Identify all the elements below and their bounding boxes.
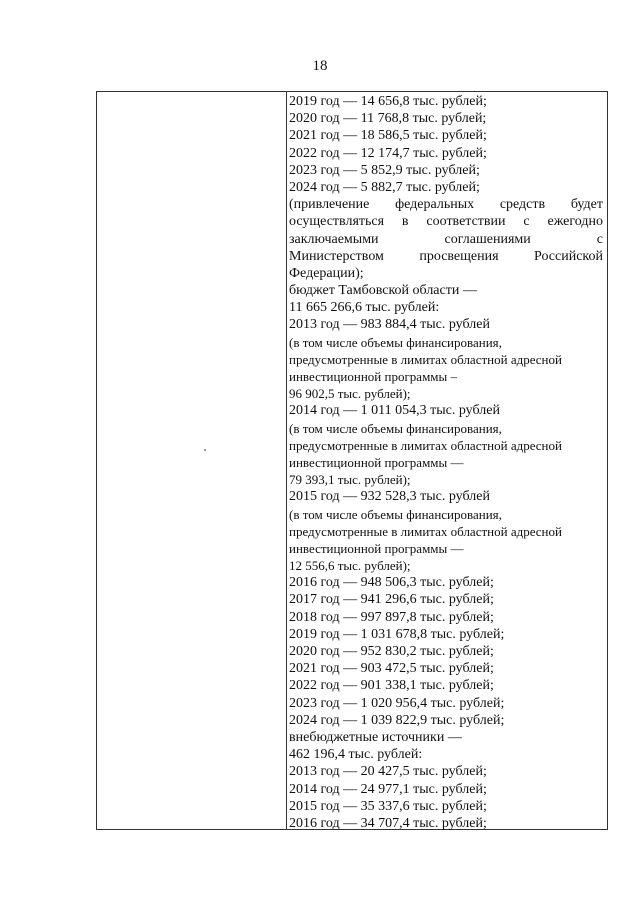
funding-line: предусмотренные в лимитах областной адресной — [289, 351, 562, 367]
funding-line: 2021 год — 903 472,5 тыс. рублей; — [289, 661, 494, 677]
funding-line: 2016 год — 34 707,4 тыс. рублей; — [289, 815, 487, 831]
funding-line: 2013 год — 20 427,5 тыс. рублей; — [289, 764, 487, 780]
funding-line: предусмотренные в лимитах областной адресной — [289, 523, 562, 539]
column-divider — [286, 92, 287, 829]
funding-line: 2022 год — 901 338,1 тыс. рублей; — [289, 678, 494, 694]
funding-line: 2023 год — 5 852,9 тыс. рублей; — [289, 162, 480, 178]
funding-line: 462 196,4 тыс. рублей: — [289, 747, 423, 763]
funding-line: 11 665 266,6 тыс. рублей: — [289, 300, 440, 316]
page-number: 18 — [312, 58, 328, 74]
funding-line: 2019 год — 1 031 678,8 тыс. рублей; — [289, 626, 505, 642]
funding-line: бюджет Тамбовской области — — [289, 283, 477, 299]
funding-table — [96, 91, 608, 830]
funding-line: (в том числе объемы финансирования, — [289, 506, 502, 522]
funding-line: 2024 год — 1 039 822,9 тыс. рублей; — [289, 712, 505, 728]
funding-line: 2016 год — 948 506,3 тыс. рублей; — [289, 575, 494, 591]
funding-line: 12 556,6 тыс. рублей); — [289, 558, 411, 574]
funding-line: 2015 год — 35 337,6 тыс. рублей; — [289, 798, 487, 814]
funding-details-cell — [289, 93, 603, 832]
funding-line: осуществляться в соответствии с ежегодно — [289, 214, 603, 230]
funding-line: 2020 год — 952 830,2 тыс. рублей; — [289, 644, 494, 659]
funding-line: (в том числе объемы финансирования, — [289, 334, 502, 350]
funding-line: 2018 год — 997 897,8 тыс. рублей; — [289, 609, 494, 625]
funding-line: 2019 год — 14 656,8 тыс. рублей; — [289, 94, 487, 109]
funding-line: (привлечение федеральных средств будет — [289, 197, 603, 213]
funding-line: 2014 год — 24 977,1 тыс. рублей; — [289, 781, 487, 797]
scan-speck — [204, 449, 206, 451]
funding-line: 2013 год — 983 884,4 тыс. рублей — [289, 317, 490, 333]
funding-line: инвестиционной программы – — [289, 369, 458, 384]
funding-line: заключаемыми соглашениями с — [289, 231, 603, 247]
funding-line: 2020 год — 11 768,8 тыс. рублей; — [289, 111, 487, 127]
funding-line: инвестиционной программы — — [289, 454, 464, 470]
funding-line: 96 902,5 тыс. рублей); — [289, 386, 411, 402]
funding-line: 2021 год — 18 586,5 тыс. рублей; — [289, 128, 487, 144]
funding-line: Министерством просвещения Российской — [289, 248, 603, 264]
funding-line: 2023 год — 1 020 956,4 тыс. рублей; — [289, 695, 505, 711]
funding-line: 2017 год — 941 296,6 тыс. рублей; — [289, 592, 494, 608]
funding-line: 2015 год — 932 528,3 тыс. рублей — [289, 489, 490, 505]
funding-line: предусмотренные в лимитах областной адресной — [289, 437, 562, 453]
funding-line: (в том числе объемы финансирования, — [289, 420, 502, 436]
funding-line: 2022 год — 12 174,7 тыс. рублей; — [289, 145, 487, 161]
funding-line: внебюджетные источники — — [289, 729, 462, 745]
funding-line: 2014 год — 1 011 054,3 тыс. рублей — [289, 403, 500, 419]
funding-line: Федерации); — [289, 265, 364, 281]
funding-line: 79 393,1 тыс. рублей); — [289, 472, 411, 488]
funding-line: инвестиционной программы — — [289, 540, 464, 556]
funding-line: 2024 год — 5 882,7 тыс. рублей; — [289, 179, 480, 195]
